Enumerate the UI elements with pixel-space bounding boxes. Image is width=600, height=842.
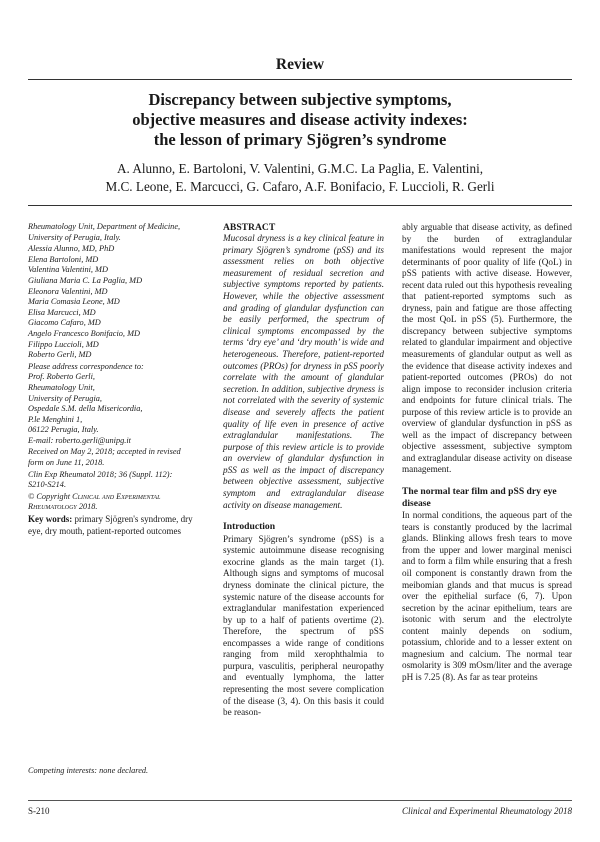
body-column	[402, 222, 572, 683]
keywords-list: primary Sjögren's syndrome, dry eye, dry mouth, patient-reported outcomes	[28, 514, 193, 536]
tear-film-text: In normal conditions, the aqueous part of the tears is constantly produced by the lacrimal glands. Blinking allows fresh tears to move from the upper and lower marginal menisci and to form a film while ensuring that a fresh oil component is constantly drawn from the meibomian glands and that mucus is spread over the epithelial surface (6, 7). Upon secretion by the acinar epithelium, tears are isotonic with serum and the electrolyte content mainly depends on sodium, potassium, chloride and to a lesser extent on magnesium and calcium. The normal tear osmolarity is 309 mOsm/liter and the average pH is 7.25 (8). As far as tear proteins	[402, 510, 572, 682]
author-credential: Maria Comasia Leone, MD	[28, 297, 120, 307]
authors-line-1: A. Alunno, E. Bartoloni, V. Valentini, G.M.C. La Paglia, E. Valentini,	[116, 161, 484, 176]
copyright	[28, 492, 193, 513]
footer-divider	[28, 800, 572, 801]
author-credential: Angelo Francesco Bonifacio, MD	[28, 328, 140, 338]
copyright-prefix: © Copyright	[28, 491, 73, 501]
abstract-text: Mucosal dryness is a key clinical feature in primary Sjögren’s syndrome (pSS) and its assessment relies on both objective measurement of residual secretion and subjective symptoms reported by patients. However, while the objective assessment and grading of glandular dysfunction can be easily performed, the spectrum of clinical symptoms encompassed by the terms ‘dry eye’ and ‘dry mouth’ is wide and heterogeneous. Therefore, patient-reported outcomes (PROs) for dryness in pSS poorly correlate with the amount of glandular secretion. In addition, subjective dryness is not correlated with the severity of systemic disease and severely affects the patient quality of life even in presence of active extraglandular manifestations. The purpose of this review article is to provide an overview of glandular dysfunction in pSS as well as the impact of discrepancy between objective assessment, subjective symptom and extraglandular disease activity on disease management.	[223, 233, 384, 510]
title-line-3: the lesson of primary Sjögren’s syndrome	[153, 130, 447, 149]
journal-name: Clinical and Experimental Rheumatology 2018	[402, 806, 572, 816]
author-list	[28, 160, 572, 196]
correspondence-line: Prof. Roberto Gerli,	[28, 372, 95, 382]
keywords	[28, 514, 193, 537]
title-line-2: objective measures and disease activity indexes:	[132, 110, 468, 129]
author-credential: Filippo Luccioli, MD	[28, 339, 99, 349]
abstract-heading: ABSTRACT	[223, 222, 276, 233]
page-number: S-210	[28, 806, 50, 816]
keywords-label: Key words:	[28, 514, 73, 525]
author-credential: Valentina Valentini, MD	[28, 265, 108, 275]
introduction-heading: Introduction	[223, 521, 276, 533]
affiliation-column	[28, 222, 193, 538]
tear-film-heading: The normal tear film and pSS dry eye disease	[402, 486, 557, 509]
correspondence-email: E-mail: roberto.gerli@unipg.it	[28, 435, 131, 445]
author-credential: Elisa Marcucci, MD	[28, 307, 96, 317]
copyright-journal: Clinical and Experimental Rheumatology	[28, 491, 161, 512]
author-credential: Eleonora Valentini, MD	[28, 286, 108, 296]
correspondence-label: Please address correspondence to:	[28, 361, 144, 371]
author-credential: Giacomo Cafaro, MD	[28, 318, 101, 328]
introduction-text: Primary Sjögren’s syndrome (pSS) is a systemic autoimmune disease recognising exocrine glands as the main target (1). Although signs and symptoms of mucosal dryness dominate the clinical picture, the systemic nature of the disease accounts for extraglandular manifestation experienced by up to a half of patients overtime (2). Therefore, the spectrum of pSS encompasses a wide range of conditions ranging from mild xerophthalmia to purpura, vasculitis, peripheral neuropathy and eventually lymphoma, the latter representing the most severe complication of the disease (3, 4). On this basis it could be reason-	[223, 533, 384, 718]
correspondence-line: Ospedale S.M. della Misericordia,	[28, 404, 143, 414]
affiliation-unit: Rheumatology Unit, Department of Medicine, University of Perugia, Italy.	[28, 222, 181, 242]
author-credential: Elena Bartoloni, MD	[28, 254, 99, 264]
competing-interests: Competing interests: none declared.	[28, 766, 149, 775]
correspondence-line: University of Perugia,	[28, 393, 102, 403]
title-line-1: Discrepancy between subjective symptoms,	[148, 90, 452, 109]
received-dates: Received on May 2, 2018; accepted in revised form on June 11, 2018.	[28, 447, 181, 468]
copyright-year: 2018.	[76, 502, 98, 512]
authors-line-2: M.C. Leone, E. Marcucci, G. Cafaro, A.F. Bonifacio, F. Luccioli, R. Gerli	[105, 179, 495, 194]
abstract-column	[223, 222, 384, 719]
correspondence-line: 06122 Perugia, Italy.	[28, 425, 99, 435]
author-credential: Roberto Gerli, MD	[28, 350, 92, 360]
author-credential: Alessia Alunno, MD, PhD	[28, 244, 115, 254]
correspondence-line: P.le Menghini 1,	[28, 414, 83, 424]
body-text-continued: ably arguable that disease activity, as defined by the burden of extraglandular manifestations would represent the major determinants of poor quality of life (QoL) in pSS patients with active disease. However, recent data ruled out this hypothesis revealing that patient-reported symptoms such as dryness, pain and fatigue are those affecting the most QoL in pSS (5). Furthermore, the discrepancy between subjective symptoms related to glandular impairment and objective measurements of glandular output as well as the evidence that disease activity indexes and patient-reported outcomes (PROs) do not align impose to reconsider inclusion criteria and endpoints for future clinical trials. The purpose of this review article is to provide an overview of glandular dysfunction in pSS as well as the impact of discrepancy between objective assessment, subjective symptom and extraglandular disease activity on disease management.	[402, 222, 572, 475]
author-credential: Giuliana Maria C. La Paglia, MD	[28, 275, 143, 285]
citation: Clin Exp Rheumatol 2018; 36 (Suppl. 112): S210-S214.	[28, 469, 173, 490]
section-label: Review	[275, 56, 325, 73]
authors-divider	[28, 205, 572, 206]
article-title	[28, 90, 572, 150]
title-divider	[28, 79, 572, 80]
correspondence-line: Rheumatology Unit,	[28, 382, 95, 392]
